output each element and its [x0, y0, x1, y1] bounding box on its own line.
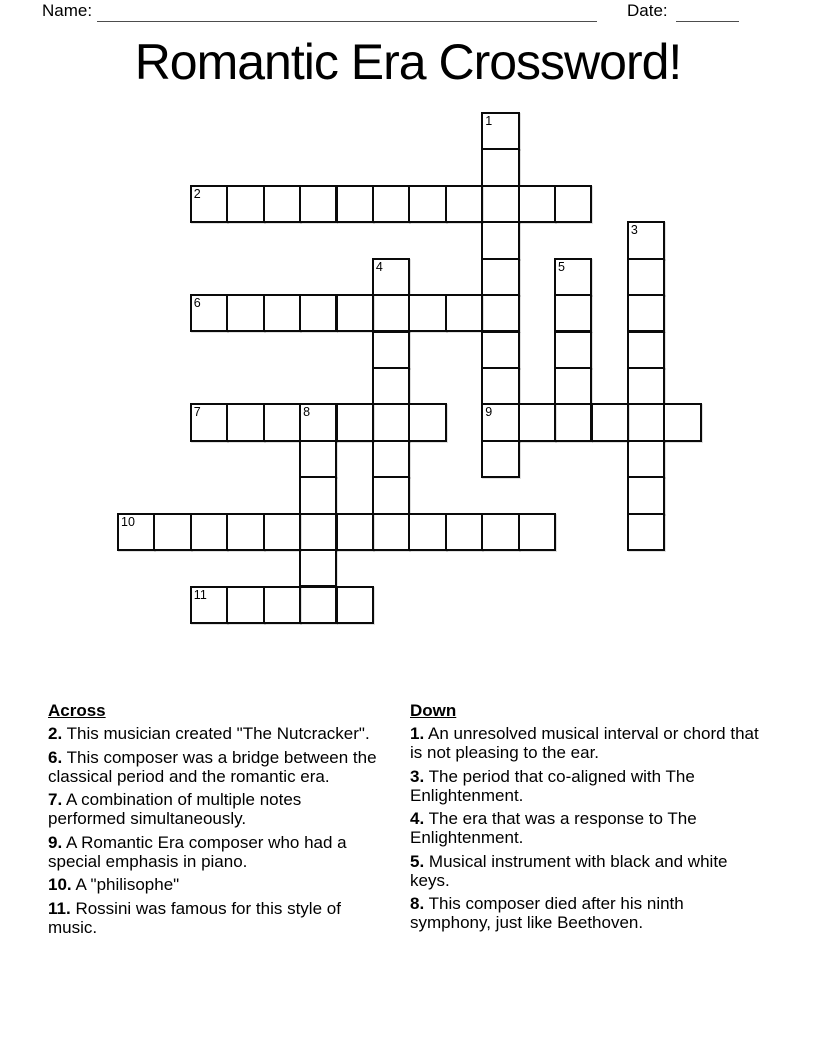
crossword-cell — [336, 403, 374, 441]
crossword-cell — [372, 403, 410, 441]
name-blank-line — [97, 0, 597, 22]
crossword-cell — [481, 148, 519, 186]
crossword-cell — [226, 294, 264, 332]
down-heading: Down — [410, 701, 457, 720]
crossword-cell — [518, 403, 556, 441]
date-label: Date: — [627, 1, 668, 20]
clue-down-1: 1. An unresolved musical interval or chord that is not pleasing to the ear. — [410, 724, 759, 762]
crossword-cell — [627, 294, 665, 332]
crossword-cell — [627, 258, 665, 296]
crossword-cell — [408, 294, 446, 332]
crossword-cell — [190, 185, 228, 223]
crossword-cell — [299, 549, 337, 587]
crossword-cell — [299, 440, 337, 478]
page-title: Romantic Era Crossword! — [134, 34, 682, 90]
clue-number: 10 — [121, 514, 135, 529]
crossword-cell — [481, 513, 519, 551]
crossword-cell — [336, 294, 374, 332]
crossword-cell — [627, 331, 665, 369]
crossword-cell — [481, 185, 519, 223]
clue-number: 7 — [193, 405, 201, 420]
crossword-cell — [627, 367, 665, 405]
crossword-cell — [263, 513, 301, 551]
crossword-cell — [263, 586, 301, 624]
crossword-cell — [554, 294, 592, 332]
clue-number: 4 — [375, 259, 383, 274]
clue-across-9: 9. A Romantic Era composer who had a special emphasis in piano. — [48, 832, 347, 871]
crossword-cell — [627, 403, 665, 441]
clue-across-6: 6. This composer was a bridge between the classical period and the romantic era. — [48, 747, 377, 786]
clue-across-2: 2. This musician created "The Nutcracker". — [48, 724, 370, 743]
clue-number: 6 — [193, 296, 201, 311]
crossword-cell — [445, 513, 483, 551]
crossword-cell — [627, 476, 665, 514]
crossword-cell — [554, 258, 592, 296]
crossword-cell — [299, 294, 337, 332]
crossword-cell — [263, 403, 301, 441]
clue-number: 8 — [303, 405, 311, 420]
crossword-cell — [372, 440, 410, 478]
crossword-cell — [299, 513, 337, 551]
crossword-cell — [481, 112, 519, 150]
clue-number: 1 — [485, 114, 493, 128]
crossword-cell — [445, 294, 483, 332]
clue-across-7: 7. A combination of multiple notes performed simultaneously. — [48, 790, 302, 828]
crossword-cell — [372, 294, 410, 332]
down-clues-section — [410, 701, 760, 937]
crossword-cell — [481, 331, 519, 369]
crossword-cell — [481, 258, 519, 296]
clue-down-4: 4. The era that was a response to The Enlightenment. — [410, 809, 697, 847]
clue-number: 3 — [630, 223, 638, 238]
clue-number: 9 — [485, 405, 493, 420]
crossword-cell — [481, 221, 519, 259]
clue-down-8: 8. This composer died after his ninth symphony, just like Beethoven. — [410, 894, 684, 932]
crossword-cell — [372, 185, 410, 223]
crossword-cell — [263, 185, 301, 223]
name-label: Name: — [42, 1, 93, 20]
crossword-cell — [299, 185, 337, 223]
crossword-cell — [226, 185, 264, 223]
crossword-cell — [591, 403, 629, 441]
crossword-cell — [481, 367, 519, 405]
crossword-cell — [481, 440, 519, 478]
clue-across-10: 10. A "philisophe" — [48, 875, 180, 894]
clue-number: 5 — [558, 259, 565, 274]
crossword-cell — [554, 367, 592, 405]
crossword-cell — [299, 476, 337, 514]
crossword-cell — [481, 403, 519, 441]
crossword-cell — [372, 331, 410, 369]
crossword-cell — [554, 185, 592, 223]
crossword-cell — [627, 513, 665, 551]
crossword-cell — [481, 294, 519, 332]
crossword-cell — [372, 258, 410, 296]
clue-down-5: 5. Musical instrument with black and white keys. — [410, 851, 728, 890]
crossword-cell — [518, 185, 556, 223]
crossword-cell — [190, 513, 228, 551]
clue-number: 11 — [193, 587, 207, 602]
crossword-cell — [372, 476, 410, 514]
crossword-cell — [299, 403, 337, 441]
across-clues-section — [48, 701, 380, 941]
crossword-cell — [627, 440, 665, 478]
clue-down-3: 3. The period that co-aligned with The Enlightenment. — [410, 766, 695, 805]
crossword-cell — [554, 403, 592, 441]
crossword-cell — [627, 221, 665, 259]
crossword-cell — [299, 586, 337, 624]
crossword-cell — [518, 513, 556, 551]
crossword-cell — [190, 403, 228, 441]
crossword-cell — [336, 513, 374, 551]
across-heading: Across — [48, 701, 106, 720]
crossword-cell — [117, 513, 155, 551]
crossword-cell — [153, 513, 191, 551]
crossword-cell — [408, 185, 446, 223]
crossword-cell — [226, 403, 264, 441]
crossword-cell — [554, 331, 592, 369]
clue-number: 2 — [193, 186, 201, 201]
crossword-cell — [226, 586, 264, 624]
crossword-cell — [663, 403, 701, 441]
crossword-cell — [190, 586, 228, 624]
crossword-cell — [336, 185, 374, 223]
crossword-cell — [190, 294, 228, 332]
clue-across-11: 11. Rossini was famous for this style of music. — [48, 898, 341, 937]
crossword-cell — [336, 586, 374, 624]
crossword-cell — [445, 185, 483, 223]
crossword-cell — [226, 513, 264, 551]
crossword-cell — [408, 513, 446, 551]
crossword-cell — [372, 367, 410, 405]
crossword-cell — [408, 403, 446, 441]
crossword-cell — [372, 513, 410, 551]
date-blank-line — [676, 0, 739, 22]
crossword-cell — [263, 294, 301, 332]
crossword-grid — [117, 112, 739, 662]
